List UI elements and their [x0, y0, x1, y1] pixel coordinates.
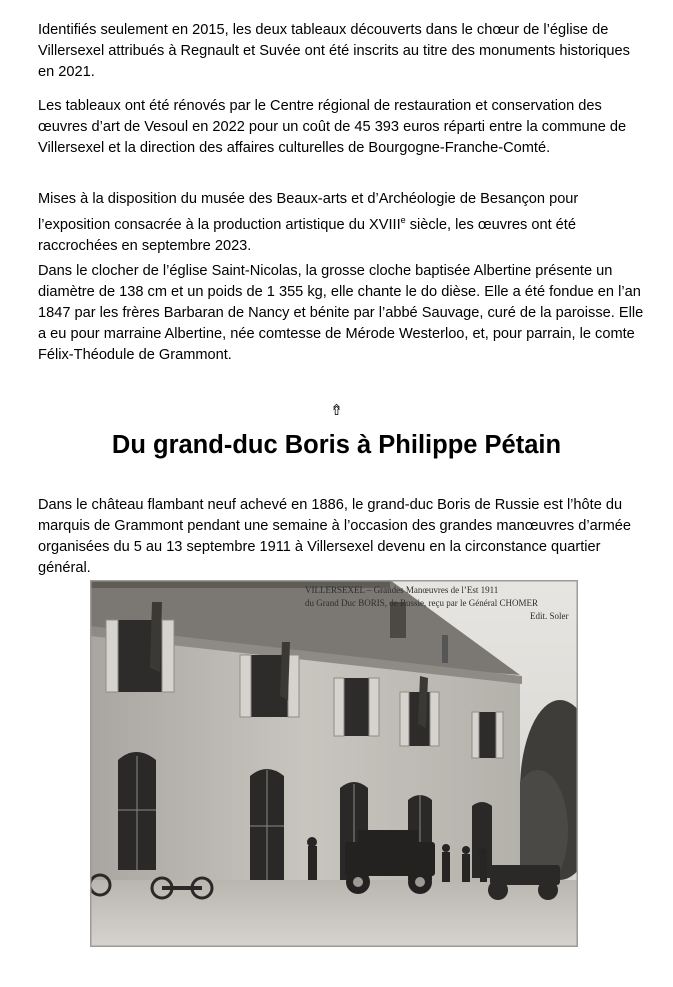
paragraph-paintings-listing: Identifiés seulement en 2015, les deux tableaux découverts dans le chœur de l’église de Villersexel attribués à Regnault et Suvée ont été inscrits au titre des monuments historiques en 2021. [38, 22, 630, 80]
postcard-caption-line1: VILLERSEXEL – Grandes Manœuvres de l’Est 1911 [305, 585, 499, 595]
postcard-illustration [90, 580, 578, 947]
postcard-caption-line2: du Grand Duc BORIS, de Russie, reçu par le Général CHOMER [305, 598, 538, 608]
paragraph-exhibition-text-start: Mises à la disposition du musée des Beaux-arts et d’Archéologie de Besançon pour l’exposition consacrée à la production artistique du XVIII [38, 191, 579, 233]
postcard-caption-line3: Edit. Soler [530, 611, 569, 621]
paragraph-bell-albertine: Dans le clocher de l’église Saint-Nicolas, la grosse cloche baptisée Albertine présente un diamètre de 138 cm et un poids de 1 355 kg, elle chante le do dièse. Elle a été fondue en l’an 1847 par les frères Barbaran de Nancy et bénite par l’abbé Sauvage, curé de la paroisse. Elle a eu pour marraine Albertine, née comtesse de Mérode Westerloo, et, pour parrain, le comte Félix-Théodule de Grammont. [38, 263, 644, 363]
paragraph-grand-duke-boris: Dans le château flambant neuf achevé en 1886, le grand-duc Boris de Russie est l’hôte du marquis de Grammont pendant une semaine à l’occasion des grandes manœuvres d’armée organisées du 5 au 13 septembre 1911 à Villersexel devenu en la circonstance quartier général. [38, 497, 631, 576]
century-superscript: e [400, 215, 406, 225]
paragraph-exhibition [38, 189, 650, 257]
section-heading: Du grand-duc Boris à Philippe Pétain [111, 431, 562, 459]
paragraph-paintings-restoration: Les tableaux ont été rénovés par le Centre régional de restauration et conservation des œuvres d’art de Vesoul en 2022 pour un coût de 45 393 euros réparti entre la commune de Villersexel et la direction des affaires culturelles de Bourgogne-Franche-Comté. [38, 98, 627, 156]
historic-postcard-photo [90, 580, 578, 947]
paragraph-exhibition-text-end: siècle, les œuvres ont été raccrochées en septembre 2023. [38, 216, 576, 254]
section-divider-icon: ⇮ [330, 402, 343, 419]
